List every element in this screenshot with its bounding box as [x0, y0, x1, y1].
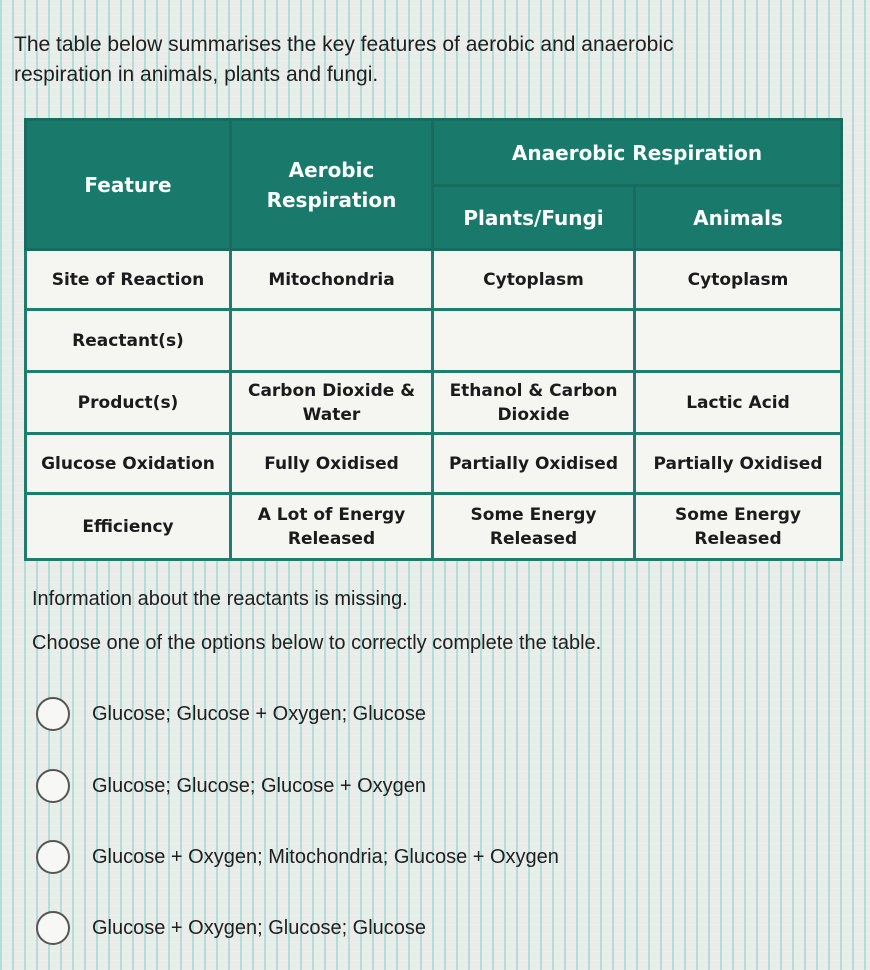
- cell-text-line: Ethanol & Carbon: [449, 380, 618, 401]
- cell-animals: Lactic Acid: [635, 372, 842, 434]
- cell-plants-fungi: [433, 494, 635, 560]
- cell-text-line: Released: [489, 528, 578, 549]
- question-prompt: Choose one of the options below to correctly complete the table.: [32, 632, 602, 654]
- header-aerobic-line2: Respiration: [266, 187, 397, 212]
- header-aerobic: [231, 120, 433, 250]
- cell-animals: [635, 494, 842, 560]
- header-plants-fungi: Plants/Fungi: [433, 186, 635, 250]
- answer-option-1[interactable]: [36, 694, 736, 734]
- table-row-oxidation: [26, 434, 842, 494]
- cell-text-line: Some Energy: [470, 504, 597, 525]
- cell-animals: Cytoplasm: [635, 250, 842, 310]
- respiration-table-container: [24, 118, 840, 558]
- table-row-reactants: [26, 310, 842, 372]
- header-feature: Feature: [26, 120, 231, 250]
- cell-text-line: Dioxide: [497, 404, 570, 425]
- cell-text-line: Released: [694, 528, 782, 549]
- radio-button[interactable]: [36, 840, 70, 874]
- cell-feature: Site of Reaction: [26, 250, 231, 310]
- cell-plants-fungi: Cytoplasm: [433, 250, 635, 310]
- cell-feature: Efficiency: [26, 494, 231, 560]
- table-row-products: [26, 372, 842, 434]
- cell-plants-fungi: [433, 372, 635, 434]
- cell-plants-fungi: Partially Oxidised: [433, 434, 635, 494]
- cell-aerobic: Mitochondria: [231, 250, 433, 310]
- cell-text-line: Some Energy: [675, 504, 801, 525]
- header-anaerobic: Anaerobic Respiration: [433, 120, 842, 186]
- cell-aerobic: Fully Oxidised: [231, 434, 433, 494]
- answer-option-2[interactable]: [36, 766, 736, 806]
- intro-line-2: respiration in animals, plants and fungi.: [14, 63, 379, 86]
- option-label[interactable]: Glucose + Oxygen; Glucose; Glucose: [92, 916, 427, 939]
- option-label[interactable]: Glucose + Oxygen; Mitochondria; Glucose + Oxygen: [92, 845, 559, 868]
- radio-button[interactable]: [36, 769, 70, 803]
- cell-text-line: A Lot of Energy: [257, 504, 406, 525]
- radio-button[interactable]: [36, 697, 70, 731]
- cell-animals: Partially Oxidised: [635, 434, 842, 494]
- cell-aerobic: [231, 372, 433, 434]
- option-label[interactable]: Glucose; Glucose; Glucose + Oxygen: [92, 774, 427, 797]
- cell-text-line: Water: [302, 404, 361, 425]
- table-row-efficiency: [26, 494, 842, 560]
- question-intro: [14, 30, 834, 90]
- info-text: Information about the reactants is missing.: [32, 588, 408, 610]
- header-aerobic-line1: Aerobic: [288, 157, 375, 182]
- cell-animals-empty: [635, 310, 842, 372]
- cell-aerobic-empty: [231, 310, 433, 372]
- cell-aerobic: [231, 494, 433, 560]
- respiration-table: [24, 118, 843, 561]
- table-row-site: [26, 250, 842, 310]
- cell-text-line: Released: [287, 528, 376, 549]
- cell-feature: Product(s): [26, 372, 231, 434]
- answer-option-4[interactable]: [36, 908, 736, 948]
- cell-feature: Glucose Oxidation: [26, 434, 231, 494]
- cell-feature: Reactant(s): [26, 310, 231, 372]
- option-label[interactable]: Glucose; Glucose + Oxygen; Glucose: [92, 702, 427, 725]
- header-animals: Animals: [635, 186, 842, 250]
- cell-text-line: Carbon Dioxide &: [247, 380, 416, 401]
- radio-button[interactable]: [36, 911, 70, 945]
- intro-line-1: The table below summarises the key features of aerobic and anaerobic: [14, 33, 674, 56]
- cell-plants-fungi-empty: [433, 310, 635, 372]
- answer-option-3[interactable]: [36, 837, 736, 877]
